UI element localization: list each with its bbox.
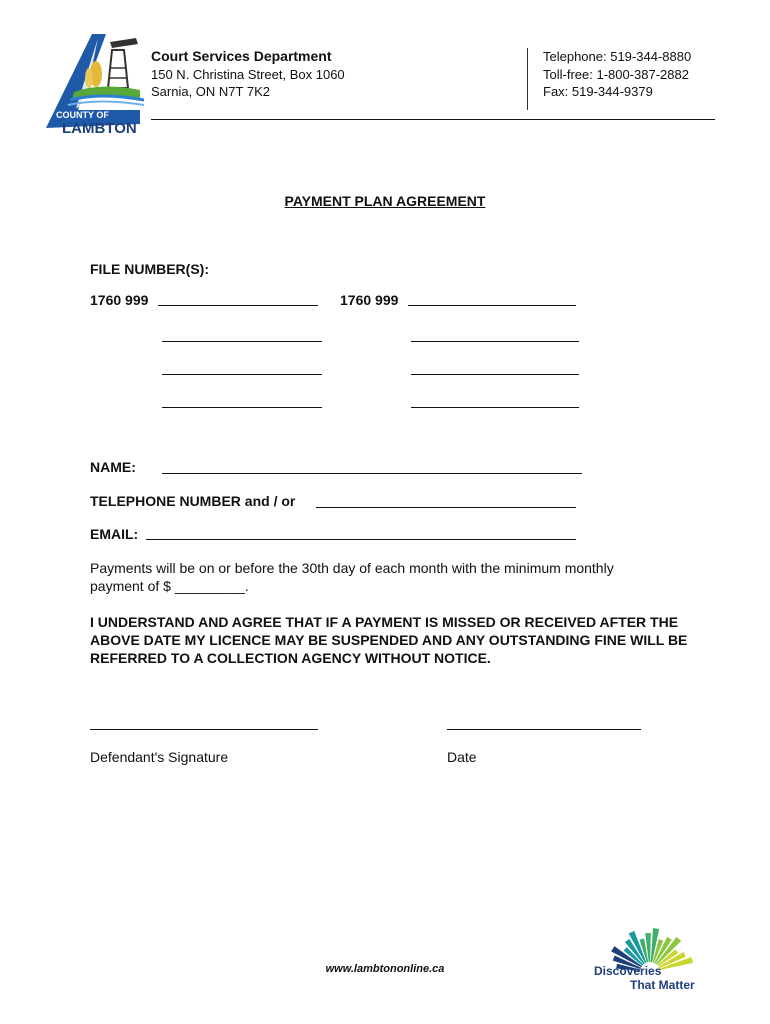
file-number-field-1[interactable] [158, 305, 318, 306]
address-line-2: Sarnia, ON N7T 7K2 [151, 84, 270, 99]
telephone-field[interactable] [316, 507, 576, 508]
county-of-lambton-logo [40, 28, 150, 138]
department-name: Court Services Department [151, 48, 332, 64]
signature-label: Defendant's Signature [90, 749, 229, 765]
signature-field[interactable] [90, 729, 318, 730]
telephone-label: TELEPHONE NUMBER and / or [90, 493, 296, 509]
email-field[interactable] [146, 539, 576, 540]
date-label: Date [447, 749, 477, 765]
file-number-field-2[interactable] [408, 305, 576, 306]
toll-free: Toll-free: 1-800-387-2882 [543, 67, 689, 82]
website-url[interactable]: www.lambtononline.ca [325, 963, 445, 975]
tagline-line-1: Discoveries [594, 964, 662, 978]
file-numbers-label: FILE NUMBER(S): [90, 261, 209, 277]
date-field[interactable] [447, 729, 641, 730]
name-field[interactable] [162, 473, 582, 474]
discoveries-logo [592, 926, 722, 996]
tagline-line-2: That Matter [630, 978, 695, 992]
payment-terms-line-2: payment of $ _________. [90, 578, 249, 594]
header-rule [151, 119, 715, 120]
name-label: NAME: [90, 459, 136, 475]
logo-lambton: LAMBTON [62, 120, 137, 137]
logo-county-of: COUNTY OF [56, 110, 109, 120]
file-prefix-left: 1760 999 [90, 292, 149, 308]
email-label: EMAIL: [90, 526, 139, 542]
file-number-field-4[interactable] [411, 341, 579, 342]
file-number-field-5[interactable] [162, 374, 322, 375]
address-line-1: 150 N. Christina Street, Box 1060 [151, 67, 345, 82]
file-number-field-7[interactable] [162, 407, 322, 408]
file-number-field-3[interactable] [162, 341, 322, 342]
agreement-warning: I UNDERSTAND AND AGREE THAT IF A PAYMENT IS MISSED OR RECEIVED AFTER THE ABOVE DATE MY LICENCE MAY BE SUSPENDED AND ANY OUTSTANDING FINE WILL BE REFERRED TO A COLLECTION AGENCY WITHOUT NOTICE. [90, 614, 688, 666]
file-prefix-right: 1760 999 [340, 292, 399, 308]
file-number-field-8[interactable] [411, 407, 579, 408]
file-number-field-6[interactable] [411, 374, 579, 375]
payment-terms-line-1: Payments will be on or before the 30th day of each month with the minimum monthly [90, 560, 614, 576]
fax: Fax: 519-344-9379 [543, 84, 653, 99]
telephone: Telephone: 519-344-8880 [543, 49, 692, 64]
form-title: PAYMENT PLAN AGREEMENT [284, 193, 486, 209]
header-vertical-divider [527, 48, 528, 110]
